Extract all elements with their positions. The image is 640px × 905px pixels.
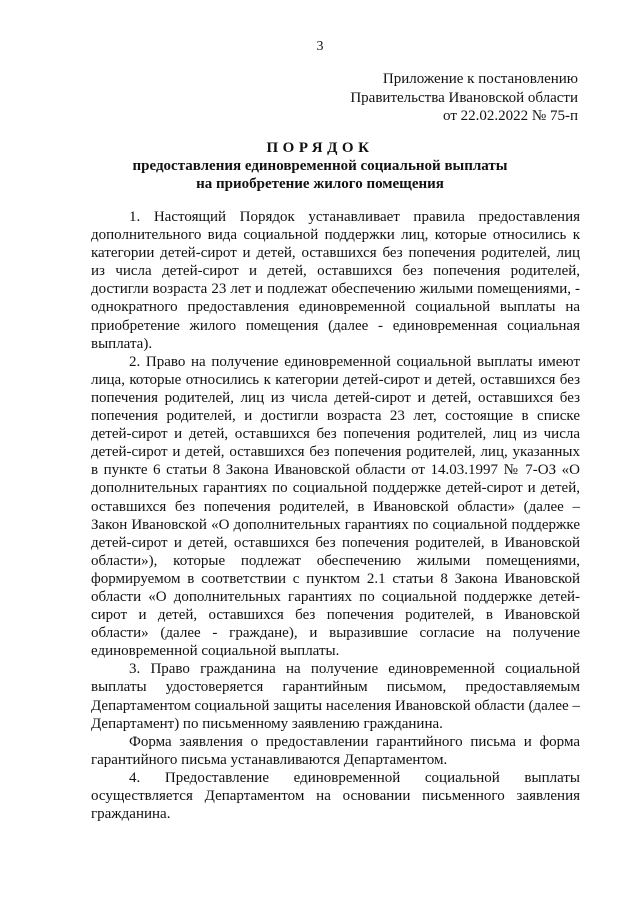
paragraph-4: Форма заявления о предоставлении гарантийного письма и форма гарантийного письма устанавливаются Департаментом. [91, 733, 580, 768]
appendix-line-2: Правительства Ивановской области [350, 89, 578, 106]
document-body [91, 208, 580, 823]
document-subtitle [0, 157, 640, 193]
page-number: 3 [316, 39, 324, 54]
document-title: ПОРЯДОК [266, 140, 374, 156]
subtitle-line-1: предоставления единовременной социальной выплаты [132, 158, 508, 174]
appendix-line-1: Приложение к постановлению [382, 71, 578, 87]
appendix-reference [350, 70, 578, 126]
paragraph-2: 2. Право на получение единовременной социальной выплаты имеют лица, которые относились к категории детей-сирот и детей, оставшихся без попечения родителей, лиц из числа детей-сирот и детей, оставшихся без попечения родителей, и достигли возраста 23 лет, состоящие в списке детей-сирот и детей, оставшихся без попечения родителей, лиц из числа детей-сирот и детей, оставшихся без попечения родителей, лиц, указанных в пункте 6 статьи 8 Закона Ивановской области от 14.03.1997 № 7-ОЗ «О дополнительных гарантиях по социальной поддержке детей-сирот и детей, оставшихся без попечения родителей, в Ивановской области» (далее – Закон Ивановской «О дополнительных гарантиях по социальной поддержке детей-сирот и детей, оставшихся без попечения родителей, в Ивановской области»), которые подлежат обеспечению жилыми помещениями, формируемом в соответствии с пунктом 2.1 статьи 8 Закона Ивановской области «О дополнительных гарантиях по социальной поддержке детей-сирот и детей, оставшихся без попечения родителей, в Ивановской области» (далее - граждане), и выразившие согласие на получение единовременной социальной выплаты. [91, 353, 580, 660]
paragraph-3: 3. Право гражданина на получение единовременной социальной выплаты удостоверяется гарантийным письмом, предоставляемым Департаментом социальной защиты населения Ивановской области (далее – Департамент) по письменному заявлению гражданина. [91, 661, 580, 732]
paragraph-1: 1. Настоящий Порядок устанавливает правила предоставления дополнительного вида социальной поддержки лиц, которые относились к категории детей-сирот и детей, оставшихся без попечения родителей, лиц из числа детей-сирот и детей, оставшихся без попечения родителей, достигли возраста 23 лет и подлежат обеспечению жилыми помещениями, - однократного предоставления единовременной социальной выплаты на приобретение жилого помещения (далее - единовременная социальная выплата). [91, 209, 580, 352]
paragraph-5: 4. Предоставление единовременной социальной выплаты осуществляется Департаментом на основании письменного заявления гражданина. [91, 769, 580, 823]
subtitle-line-2: на приобретение жилого помещения [196, 176, 444, 192]
appendix-line-3: от 22.02.2022 № 75-п [443, 108, 578, 124]
